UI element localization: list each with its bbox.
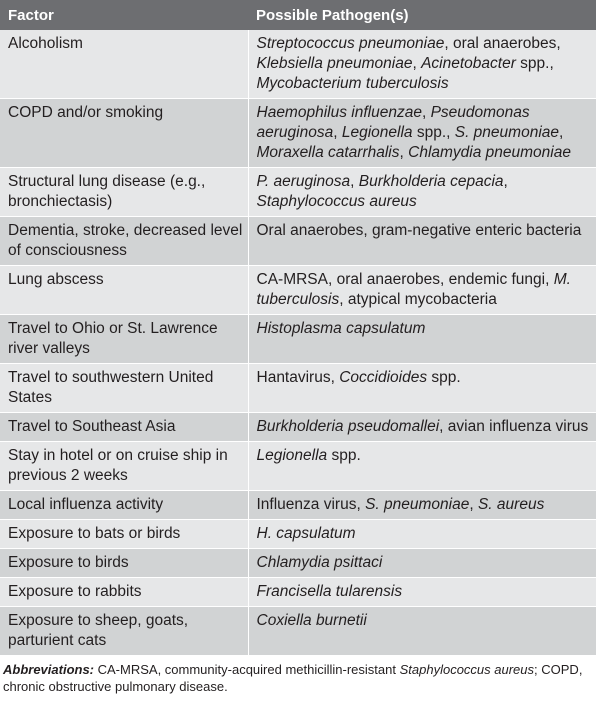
pathogen-name: Histoplasma capsulatum xyxy=(256,320,426,337)
pathogen-name: Acinetobacter xyxy=(421,55,516,72)
pathogens-cell xyxy=(248,578,596,607)
pathogen-text: Influenza virus, xyxy=(256,496,366,513)
pathogen-name: Francisella tularensis xyxy=(256,583,403,600)
pathogen-name: Pseudomonas aeruginosa xyxy=(256,104,530,141)
pathogens-cell xyxy=(248,520,596,549)
pathogen-name: Mycobacterium tuberculosis xyxy=(256,75,449,92)
pathogen-text: spp., xyxy=(412,124,455,141)
pathogens-column-header: Possible Pathogen(s) xyxy=(248,0,596,30)
pathogen-text: , xyxy=(399,144,409,161)
table-row xyxy=(0,491,596,520)
pathogen-text: , xyxy=(350,173,359,190)
abbreviations-footnote xyxy=(0,656,596,695)
pathogen-text: CA-MRSA, oral anaerobes, endemic fungi, xyxy=(256,271,554,288)
table-row xyxy=(0,520,596,549)
table-row xyxy=(0,413,596,442)
pathogens-cell xyxy=(248,364,596,413)
factor-cell: COPD and/or smoking xyxy=(0,99,248,168)
factor-cell: Stay in hotel or on cruise ship in previous 2 weeks xyxy=(0,442,248,491)
factor-cell: Travel to southwestern United States xyxy=(0,364,248,413)
pathogen-name: Klebsiella pneumoniae xyxy=(256,55,413,72)
pathogen-text: Oral anaerobes, gram-negative enteric bacteria xyxy=(256,222,582,239)
pathogen-text: , xyxy=(333,124,342,141)
table-row xyxy=(0,578,596,607)
pathogens-cell xyxy=(248,442,596,491)
pathogens-cell xyxy=(248,99,596,168)
pathogen-name: Coccidioides xyxy=(339,369,428,386)
factor-cell: Exposure to rabbits xyxy=(0,578,248,607)
pathogen-text: spp. xyxy=(327,447,361,464)
factor-cell: Lung abscess xyxy=(0,266,248,315)
pathogen-name: Burkholderia cepacia xyxy=(358,173,504,190)
pathogens-cell xyxy=(248,30,596,99)
pathogen-text: , xyxy=(503,173,508,190)
pathogen-text: , xyxy=(559,124,564,141)
pathogen-name: S. pneumoniae xyxy=(365,496,470,513)
pathogen-name: M. tuberculosis xyxy=(256,271,571,308)
pathogen-name: Moraxella catarrhalis xyxy=(256,144,400,161)
factor-cell: Alcoholism xyxy=(0,30,248,99)
table-row xyxy=(0,266,596,315)
pathogens-cell xyxy=(248,491,596,520)
table-row xyxy=(0,364,596,413)
footnote-part: Staphylococcus aureus xyxy=(399,662,535,677)
footnote-part: ; COPD, chronic obstructive pulmonary disease. xyxy=(3,662,583,694)
pathogen-name: S. aureus xyxy=(477,496,545,513)
table-body xyxy=(0,30,596,656)
factor-cell: Travel to Ohio or St. Lawrence river valleys xyxy=(0,315,248,364)
pathogens-cell xyxy=(248,607,596,656)
pathogen-text: , xyxy=(412,55,422,72)
pathogen-name: Burkholderia pseudomallei xyxy=(256,418,440,435)
pathogen-name: Legionella xyxy=(341,124,413,141)
factor-cell: Structural lung disease (e.g., bronchiectasis) xyxy=(0,168,248,217)
table-row xyxy=(0,30,596,99)
pathogen-name: Streptococcus pneumoniae xyxy=(256,35,445,52)
pathogen-name: Chlamydia psittaci xyxy=(256,554,383,571)
pathogen-name: Staphylococcus aureus xyxy=(256,193,417,210)
factor-cell: Exposure to birds xyxy=(0,549,248,578)
abbreviations-label: Abbreviations: xyxy=(3,662,95,677)
pathogen-text: , oral anaerobes, xyxy=(444,35,561,52)
pathogen-text: , xyxy=(469,496,478,513)
pathogen-name: Chlamydia pneumoniae xyxy=(408,144,571,161)
pathogen-name: Legionella xyxy=(256,447,328,464)
pathogen-text: spp. xyxy=(427,369,461,386)
pathogen-name: Haemophilus influenzae xyxy=(256,104,422,121)
pathogen-name: S. pneumoniae xyxy=(454,124,560,141)
factor-cell: Exposure to bats or birds xyxy=(0,520,248,549)
pathogens-cell xyxy=(248,217,596,266)
table-row xyxy=(0,549,596,578)
pathogens-cell xyxy=(248,168,596,217)
pathogen-text: , xyxy=(421,104,431,121)
table-row xyxy=(0,99,596,168)
table-row xyxy=(0,607,596,656)
factor-column-header: Factor xyxy=(0,0,248,30)
pathogens-cell xyxy=(248,315,596,364)
pathogens-cell xyxy=(248,413,596,442)
pathogen-text: spp., xyxy=(515,55,554,72)
pathogen-text: Hantavirus, xyxy=(256,369,340,386)
factor-cell: Local influenza activity xyxy=(0,491,248,520)
pathogen-name: Coxiella burnetii xyxy=(256,612,367,629)
pathogen-name: H. capsulatum xyxy=(256,525,356,542)
table-row xyxy=(0,315,596,364)
factor-cell: Exposure to sheep, goats, parturient cats xyxy=(0,607,248,656)
pathogen-name: P. aeruginosa xyxy=(256,173,351,190)
factor-cell: Dementia, stroke, decreased level of consciousness xyxy=(0,217,248,266)
pathogen-text: , avian influenza virus xyxy=(439,418,589,435)
pathogen-text: , atypical mycobacteria xyxy=(339,291,497,308)
pathogens-cell xyxy=(248,266,596,315)
factor-cell: Travel to Southeast Asia xyxy=(0,413,248,442)
footnote-part: CA-MRSA, community-acquired methicillin-resistant xyxy=(94,662,400,677)
header-row xyxy=(0,0,596,30)
pathogens-cell xyxy=(248,549,596,578)
table-row xyxy=(0,442,596,491)
table-row xyxy=(0,217,596,266)
table-row xyxy=(0,168,596,217)
table-header xyxy=(0,0,596,30)
